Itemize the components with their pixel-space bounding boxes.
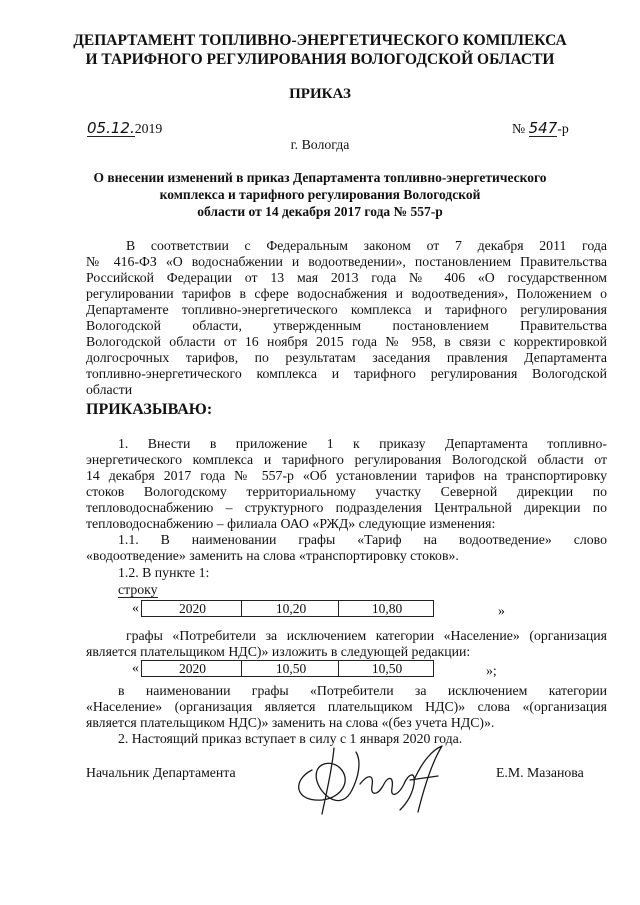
order-word: ПРИКАЗЫВАЮ: [86, 401, 213, 418]
city: г. Вологда [290, 137, 350, 152]
preamble-line: области [86, 382, 133, 397]
department-header-line-1: ДЕПАРТАМЕНТ ТОПЛИВНО-ЭНЕРГЕТИЧЕСКОГО КОМПЛЕКСА [73, 32, 567, 49]
item1-1-line: «водоотведение» заменить на слова «транспортировку стоков». [86, 548, 459, 563]
item1-line: 1. Внести в приложение 1 к приказу Департамента топливно- [118, 436, 607, 451]
document-type: ПРИКАЗ [289, 86, 351, 102]
handwritten-signature [282, 740, 452, 818]
item1-1-line: 1.1. В наименовании графы «Тариф на водоотведение» слово [118, 532, 607, 547]
signatory-name: Е.М. Мазанова [496, 765, 584, 780]
name-change-line: в наименовании графы «Потребители за исключением категории [118, 683, 607, 698]
preamble-line: Российской Федерации от 13 мая 2013 года № 406 «О государственном [86, 270, 607, 285]
subject-line-1: О внесении изменений в приказ Департамента топливно-энергетического [93, 170, 547, 185]
preamble-line: В соответствии с Федеральным законом от 7 декабря 2011 года [126, 238, 607, 253]
item1-line: стоков Вологодскому территориальному участку Северной дирекции по [86, 484, 607, 499]
row1-value-1: 10,20 [242, 601, 339, 617]
graph-text-line: является плательщиком НДС)» изложить в следующей редакции: [86, 644, 471, 659]
row1-value-2: 10,80 [339, 601, 434, 617]
row1-close-quote: » [498, 603, 505, 618]
date-handwritten: 05.12. [87, 119, 135, 137]
row2-value-2: 10,50 [339, 661, 434, 677]
tariff-row-1 [141, 600, 434, 617]
preamble-line: топливно-энергетического комплекса и тарифного регулирования Вологодской [86, 366, 607, 381]
item1-line: 14 декабря 2017 года № 557-р «Об установлении тарифов на транспортировку [86, 468, 607, 483]
subject-line-3: области от 14 декабря 2017 года № 557-р [197, 204, 443, 219]
row2-year: 2020 [142, 661, 242, 677]
name-change-line: «Население» (организация является плательщиком НДС)» слова «(организация [86, 699, 607, 714]
subject-line-2: комплекса и тарифного регулирования Вологодской [159, 187, 481, 202]
number-prefix: № [512, 121, 526, 136]
item2: 2. Настоящий приказ вступает в силу с 1 января 2020 года. [118, 731, 463, 746]
date-year: 2019 [134, 121, 163, 136]
item1-line: тепловодоснабжению – структурного подразделения Центральной дирекции по [86, 500, 607, 515]
preamble-line: № 416-ФЗ «О водоснабжении и водоотведении», постановлением Правительства [86, 254, 607, 269]
row2-value-1: 10,50 [242, 661, 339, 677]
number-handwritten: 547 [528, 119, 558, 137]
preamble-line: долгосрочных тарифов, по результатам заседания правления Департамента [86, 350, 607, 365]
row-label: строку [118, 582, 158, 597]
item1-line: энергетического комплекса и тарифного регулирования Вологодской области от [86, 452, 607, 467]
order-number [512, 120, 569, 137]
preamble-line: Департаменте топливно-энергетического комплекса и тарифного регулирования [86, 302, 607, 317]
department-header-line-2: И ТАРИФНОГО РЕГУЛИРОВАНИЯ ВОЛОГОДСКОЙ ОБЛАСТИ [85, 51, 555, 68]
graph-text-line: графы «Потребители за исключением категории «Население» (организация [126, 628, 607, 643]
row1-open-quote: « [132, 600, 139, 615]
signatory-position: Начальник Департамента [86, 765, 236, 780]
row2-open-quote: « [132, 660, 139, 675]
number-suffix: -р [557, 121, 569, 136]
name-change-line: является плательщиком НДС)» заменить на слова «(без учета НДС)». [86, 715, 495, 730]
preamble-line: Вологодской области, утвержденным постановлением Правительства [86, 318, 607, 333]
row1-year: 2020 [142, 601, 242, 617]
row2-close-quote: »; [486, 663, 497, 678]
item1-2-heading: 1.2. В пункте 1: [118, 565, 210, 580]
item1-line: тепловодоснабжению – филиала ОАО «РЖД» следующие изменения: [86, 516, 496, 531]
tariff-row-2 [141, 660, 434, 677]
order-date [87, 120, 162, 137]
preamble-line: регулировании тарифов в сфере водоснабжения и водоотведения», Положением о [86, 286, 607, 301]
preamble-line: Вологодской области от 16 ноября 2015 года № 958, в связи с корректировкой [86, 334, 607, 349]
